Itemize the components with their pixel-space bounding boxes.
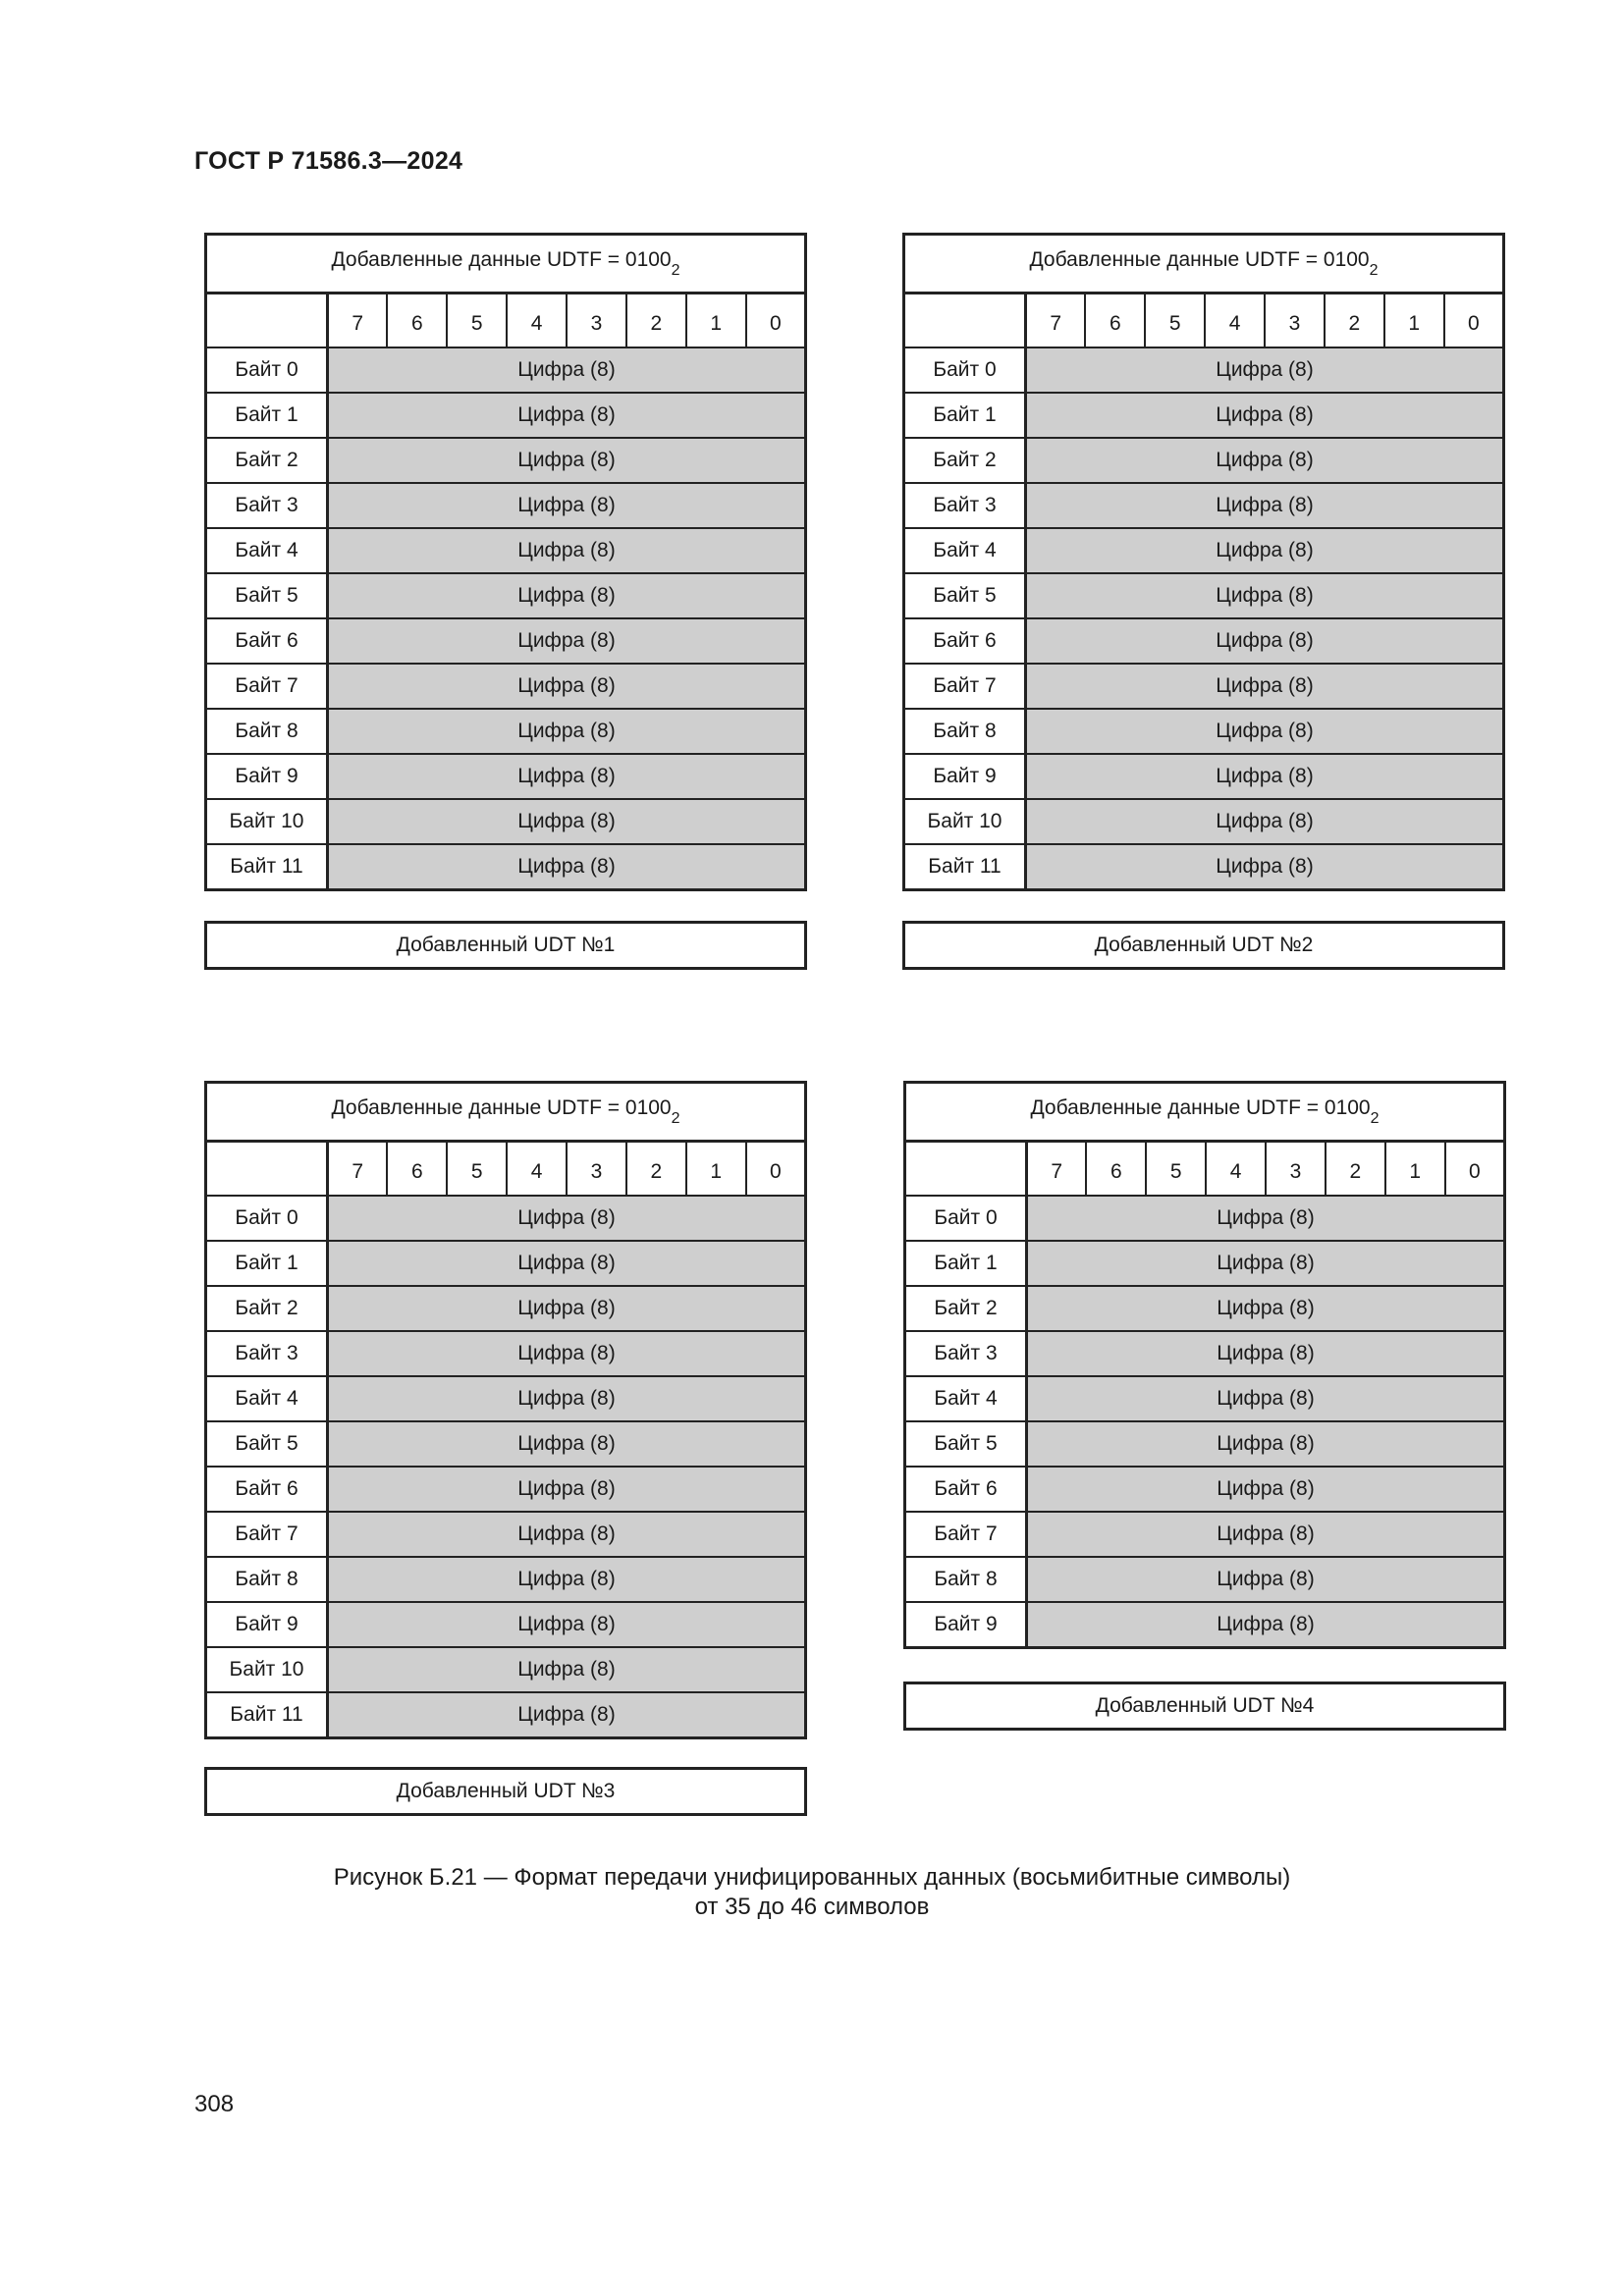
data-cell: Цифра (8) [1026, 709, 1504, 754]
table-row [206, 483, 806, 528]
udt-table-1 [204, 233, 807, 891]
table-row [206, 1331, 806, 1376]
data-cell: Цифра (8) [328, 844, 806, 890]
table-row [206, 799, 806, 844]
bit-header: 5 [447, 294, 507, 348]
data-cell: Цифра (8) [328, 1196, 806, 1241]
data-cell: Цифра (8) [328, 1467, 806, 1512]
data-cell: Цифра (8) [328, 1286, 806, 1331]
byte-label: Байт 4 [206, 528, 328, 573]
byte-label: Байт 4 [206, 1376, 328, 1421]
data-cell: Цифра (8) [328, 1602, 806, 1647]
table-row [206, 347, 806, 393]
data-cell: Цифра (8) [328, 709, 806, 754]
byte-label: Байт 2 [904, 438, 1026, 483]
bit-header: 6 [387, 294, 447, 348]
table-row [206, 1196, 806, 1241]
byte-label: Байт 7 [206, 664, 328, 709]
bit-header: 0 [1445, 1142, 1505, 1197]
data-cell: Цифра (8) [1027, 1421, 1505, 1467]
table-row [206, 844, 806, 890]
bit-header: 1 [1385, 1142, 1445, 1197]
table-row [206, 754, 806, 799]
data-cell: Цифра (8) [1026, 393, 1504, 438]
table-row [905, 1376, 1505, 1421]
byte-label: Байт 10 [206, 799, 328, 844]
data-cell: Цифра (8) [328, 347, 806, 393]
byte-label: Байт 3 [905, 1331, 1027, 1376]
byte-label: Байт 5 [904, 573, 1026, 618]
table-row [904, 618, 1504, 664]
bit-header: 0 [746, 1142, 806, 1197]
byte-label: Байт 8 [206, 709, 328, 754]
byte-label: Байт 1 [904, 393, 1026, 438]
table-row [905, 1241, 1505, 1286]
data-cell: Цифра (8) [328, 799, 806, 844]
data-cell: Цифра (8) [328, 754, 806, 799]
bit-header: 0 [1444, 294, 1504, 348]
table-row [206, 1692, 806, 1738]
table-row [904, 483, 1504, 528]
byte-label: Байт 11 [904, 844, 1026, 890]
udt-table-4 [903, 1081, 1506, 1649]
table-row [206, 1512, 806, 1557]
table-row [904, 393, 1504, 438]
byte-label: Байт 8 [206, 1557, 328, 1602]
data-cell: Цифра (8) [328, 1331, 806, 1376]
data-cell: Цифра (8) [328, 618, 806, 664]
data-cell: Цифра (8) [1026, 618, 1504, 664]
bit-header: 3 [1265, 294, 1325, 348]
data-cell: Цифра (8) [328, 1241, 806, 1286]
table-row [206, 618, 806, 664]
data-cell: Цифра (8) [1026, 347, 1504, 393]
table-row [905, 1331, 1505, 1376]
byte-label: Байт 0 [904, 347, 1026, 393]
byte-label: Байт 5 [206, 1421, 328, 1467]
table-row [206, 664, 806, 709]
table-row [206, 1241, 806, 1286]
byte-label: Байт 6 [206, 1467, 328, 1512]
data-cell: Цифра (8) [1027, 1376, 1505, 1421]
bit-header: 7 [328, 1142, 388, 1197]
table-row [206, 1376, 806, 1421]
table-row [905, 1286, 1505, 1331]
bit-header: 3 [567, 1142, 626, 1197]
udt-table-3 [204, 1081, 807, 1739]
byte-label: Байт 1 [206, 393, 328, 438]
byte-label: Байт 3 [904, 483, 1026, 528]
bit-header: 7 [328, 294, 388, 348]
byte-label: Байт 3 [206, 1331, 328, 1376]
data-cell: Цифра (8) [1026, 754, 1504, 799]
table-row [206, 1467, 806, 1512]
byte-label: Байт 10 [904, 799, 1026, 844]
table-row [904, 528, 1504, 573]
table-title: Добавленные данные UDTF = $0100_2$ [206, 235, 806, 294]
data-cell: Цифра (8) [1027, 1241, 1505, 1286]
data-cell: Цифра (8) [1027, 1602, 1505, 1648]
table-row [904, 799, 1504, 844]
data-cell: Цифра (8) [1026, 528, 1504, 573]
bit-header: 1 [686, 294, 746, 348]
data-cell: Цифра (8) [1026, 483, 1504, 528]
data-cell: Цифра (8) [1026, 799, 1504, 844]
data-cell: Цифра (8) [1027, 1286, 1505, 1331]
byte-label: Байт 9 [904, 754, 1026, 799]
byte-label: Байт 5 [905, 1421, 1027, 1467]
byte-label: Байт 7 [904, 664, 1026, 709]
byte-label: Байт 6 [904, 618, 1026, 664]
table-row [206, 1602, 806, 1647]
byte-label: Байт 3 [206, 483, 328, 528]
udt-table-2 [902, 233, 1505, 891]
table-row [904, 438, 1504, 483]
byte-label: Байт 11 [206, 1692, 328, 1738]
data-cell: Цифра (8) [328, 438, 806, 483]
bit-header: 2 [626, 294, 686, 348]
data-cell: Цифра (8) [328, 1557, 806, 1602]
data-cell: Цифра (8) [1027, 1331, 1505, 1376]
table-row [904, 664, 1504, 709]
table-row [904, 347, 1504, 393]
byte-label: Байт 0 [905, 1196, 1027, 1241]
byte-label: Байт 9 [905, 1602, 1027, 1648]
bit-header: 4 [507, 1142, 567, 1197]
table-row [905, 1421, 1505, 1467]
data-cell: Цифра (8) [328, 1421, 806, 1467]
table-title: Добавленные данные UDTF = $0100_2$ [905, 1083, 1505, 1142]
byte-label: Байт 0 [206, 1196, 328, 1241]
bit-header: 5 [1146, 1142, 1206, 1197]
table-row [206, 1557, 806, 1602]
table-title: Добавленные данные UDTF = $0100_2$ [904, 235, 1504, 294]
table-row [904, 754, 1504, 799]
bit-header: 6 [1085, 294, 1145, 348]
table-row [206, 393, 806, 438]
data-cell: Цифра (8) [1027, 1512, 1505, 1557]
page-number: 308 [194, 2091, 235, 2117]
table-row [904, 844, 1504, 890]
udt-caption-3: Добавленный UDT №3 [204, 1767, 807, 1816]
table-row [206, 573, 806, 618]
data-cell: Цифра (8) [328, 1692, 806, 1738]
byte-label: Байт 1 [905, 1241, 1027, 1286]
corner-cell [905, 1142, 1027, 1197]
bit-header: 7 [1026, 294, 1086, 348]
byte-label: Байт 9 [206, 1602, 328, 1647]
figure-caption-line-1: Рисунок Б.21 — Формат передачи унифицированных данных (восьмибитные символы) [333, 1864, 1291, 1891]
data-cell: Цифра (8) [1026, 844, 1504, 890]
byte-label: Байт 8 [904, 709, 1026, 754]
table-row [905, 1196, 1505, 1241]
data-cell: Цифра (8) [1026, 438, 1504, 483]
bit-header: 4 [507, 294, 567, 348]
byte-label: Байт 4 [905, 1376, 1027, 1421]
udt-caption-2: Добавленный UDT №2 [902, 921, 1505, 970]
bit-header: 4 [1205, 294, 1265, 348]
document-id: ГОСТ Р 71586.3—2024 [194, 147, 463, 175]
table-row [206, 438, 806, 483]
table-row [905, 1512, 1505, 1557]
byte-label: Байт 2 [905, 1286, 1027, 1331]
udt-caption-4: Добавленный UDT №4 [903, 1682, 1506, 1731]
bit-header: 5 [447, 1142, 507, 1197]
byte-label: Байт 7 [905, 1512, 1027, 1557]
byte-label: Байт 2 [206, 438, 328, 483]
table-row [206, 1286, 806, 1331]
byte-label: Байт 6 [206, 618, 328, 664]
table-row [206, 709, 806, 754]
byte-label: Байт 8 [905, 1557, 1027, 1602]
table-row [905, 1467, 1505, 1512]
data-cell: Цифра (8) [1027, 1467, 1505, 1512]
data-cell: Цифра (8) [1027, 1557, 1505, 1602]
bit-header: 2 [1326, 1142, 1385, 1197]
byte-label: Байт 6 [905, 1467, 1027, 1512]
bit-header: 3 [1266, 1142, 1326, 1197]
bit-header: 2 [1325, 294, 1384, 348]
byte-label: Байт 4 [904, 528, 1026, 573]
byte-label: Байт 5 [206, 573, 328, 618]
data-cell: Цифра (8) [328, 483, 806, 528]
bit-header: 1 [686, 1142, 746, 1197]
bit-header: 1 [1384, 294, 1444, 348]
byte-label: Байт 1 [206, 1241, 328, 1286]
bit-header: 2 [626, 1142, 686, 1197]
data-cell: Цифра (8) [328, 664, 806, 709]
data-cell: Цифра (8) [1027, 1196, 1505, 1241]
corner-cell [206, 294, 328, 348]
bit-header: 6 [387, 1142, 447, 1197]
byte-label: Байт 7 [206, 1512, 328, 1557]
byte-label: Байт 11 [206, 844, 328, 890]
table-row [904, 709, 1504, 754]
bit-header: 4 [1206, 1142, 1266, 1197]
table-row [905, 1602, 1505, 1648]
corner-cell [206, 1142, 328, 1197]
data-cell: Цифра (8) [1026, 573, 1504, 618]
bit-header: 7 [1027, 1142, 1087, 1197]
table-row [206, 528, 806, 573]
data-cell: Цифра (8) [328, 1647, 806, 1692]
udt-caption-1: Добавленный UDT №1 [204, 921, 807, 970]
figure-caption [196, 1863, 1428, 1922]
bit-header: 5 [1145, 294, 1205, 348]
table-title: Добавленные данные UDTF = $0100_2$ [206, 1083, 806, 1142]
figure-caption-line-2: от 35 до 46 символов [694, 1894, 930, 1920]
table-row [905, 1557, 1505, 1602]
table-row [206, 1647, 806, 1692]
byte-label: Байт 9 [206, 754, 328, 799]
bit-header: 0 [746, 294, 806, 348]
table-row [206, 1421, 806, 1467]
data-cell: Цифра (8) [328, 528, 806, 573]
data-cell: Цифра (8) [328, 1376, 806, 1421]
byte-label: Байт 0 [206, 347, 328, 393]
data-cell: Цифра (8) [328, 573, 806, 618]
corner-cell [904, 294, 1026, 348]
data-cell: Цифра (8) [328, 393, 806, 438]
bit-header: 6 [1086, 1142, 1146, 1197]
byte-label: Байт 10 [206, 1647, 328, 1692]
byte-label: Байт 2 [206, 1286, 328, 1331]
bit-header: 3 [567, 294, 626, 348]
table-row [904, 573, 1504, 618]
data-cell: Цифра (8) [1026, 664, 1504, 709]
data-cell: Цифра (8) [328, 1512, 806, 1557]
